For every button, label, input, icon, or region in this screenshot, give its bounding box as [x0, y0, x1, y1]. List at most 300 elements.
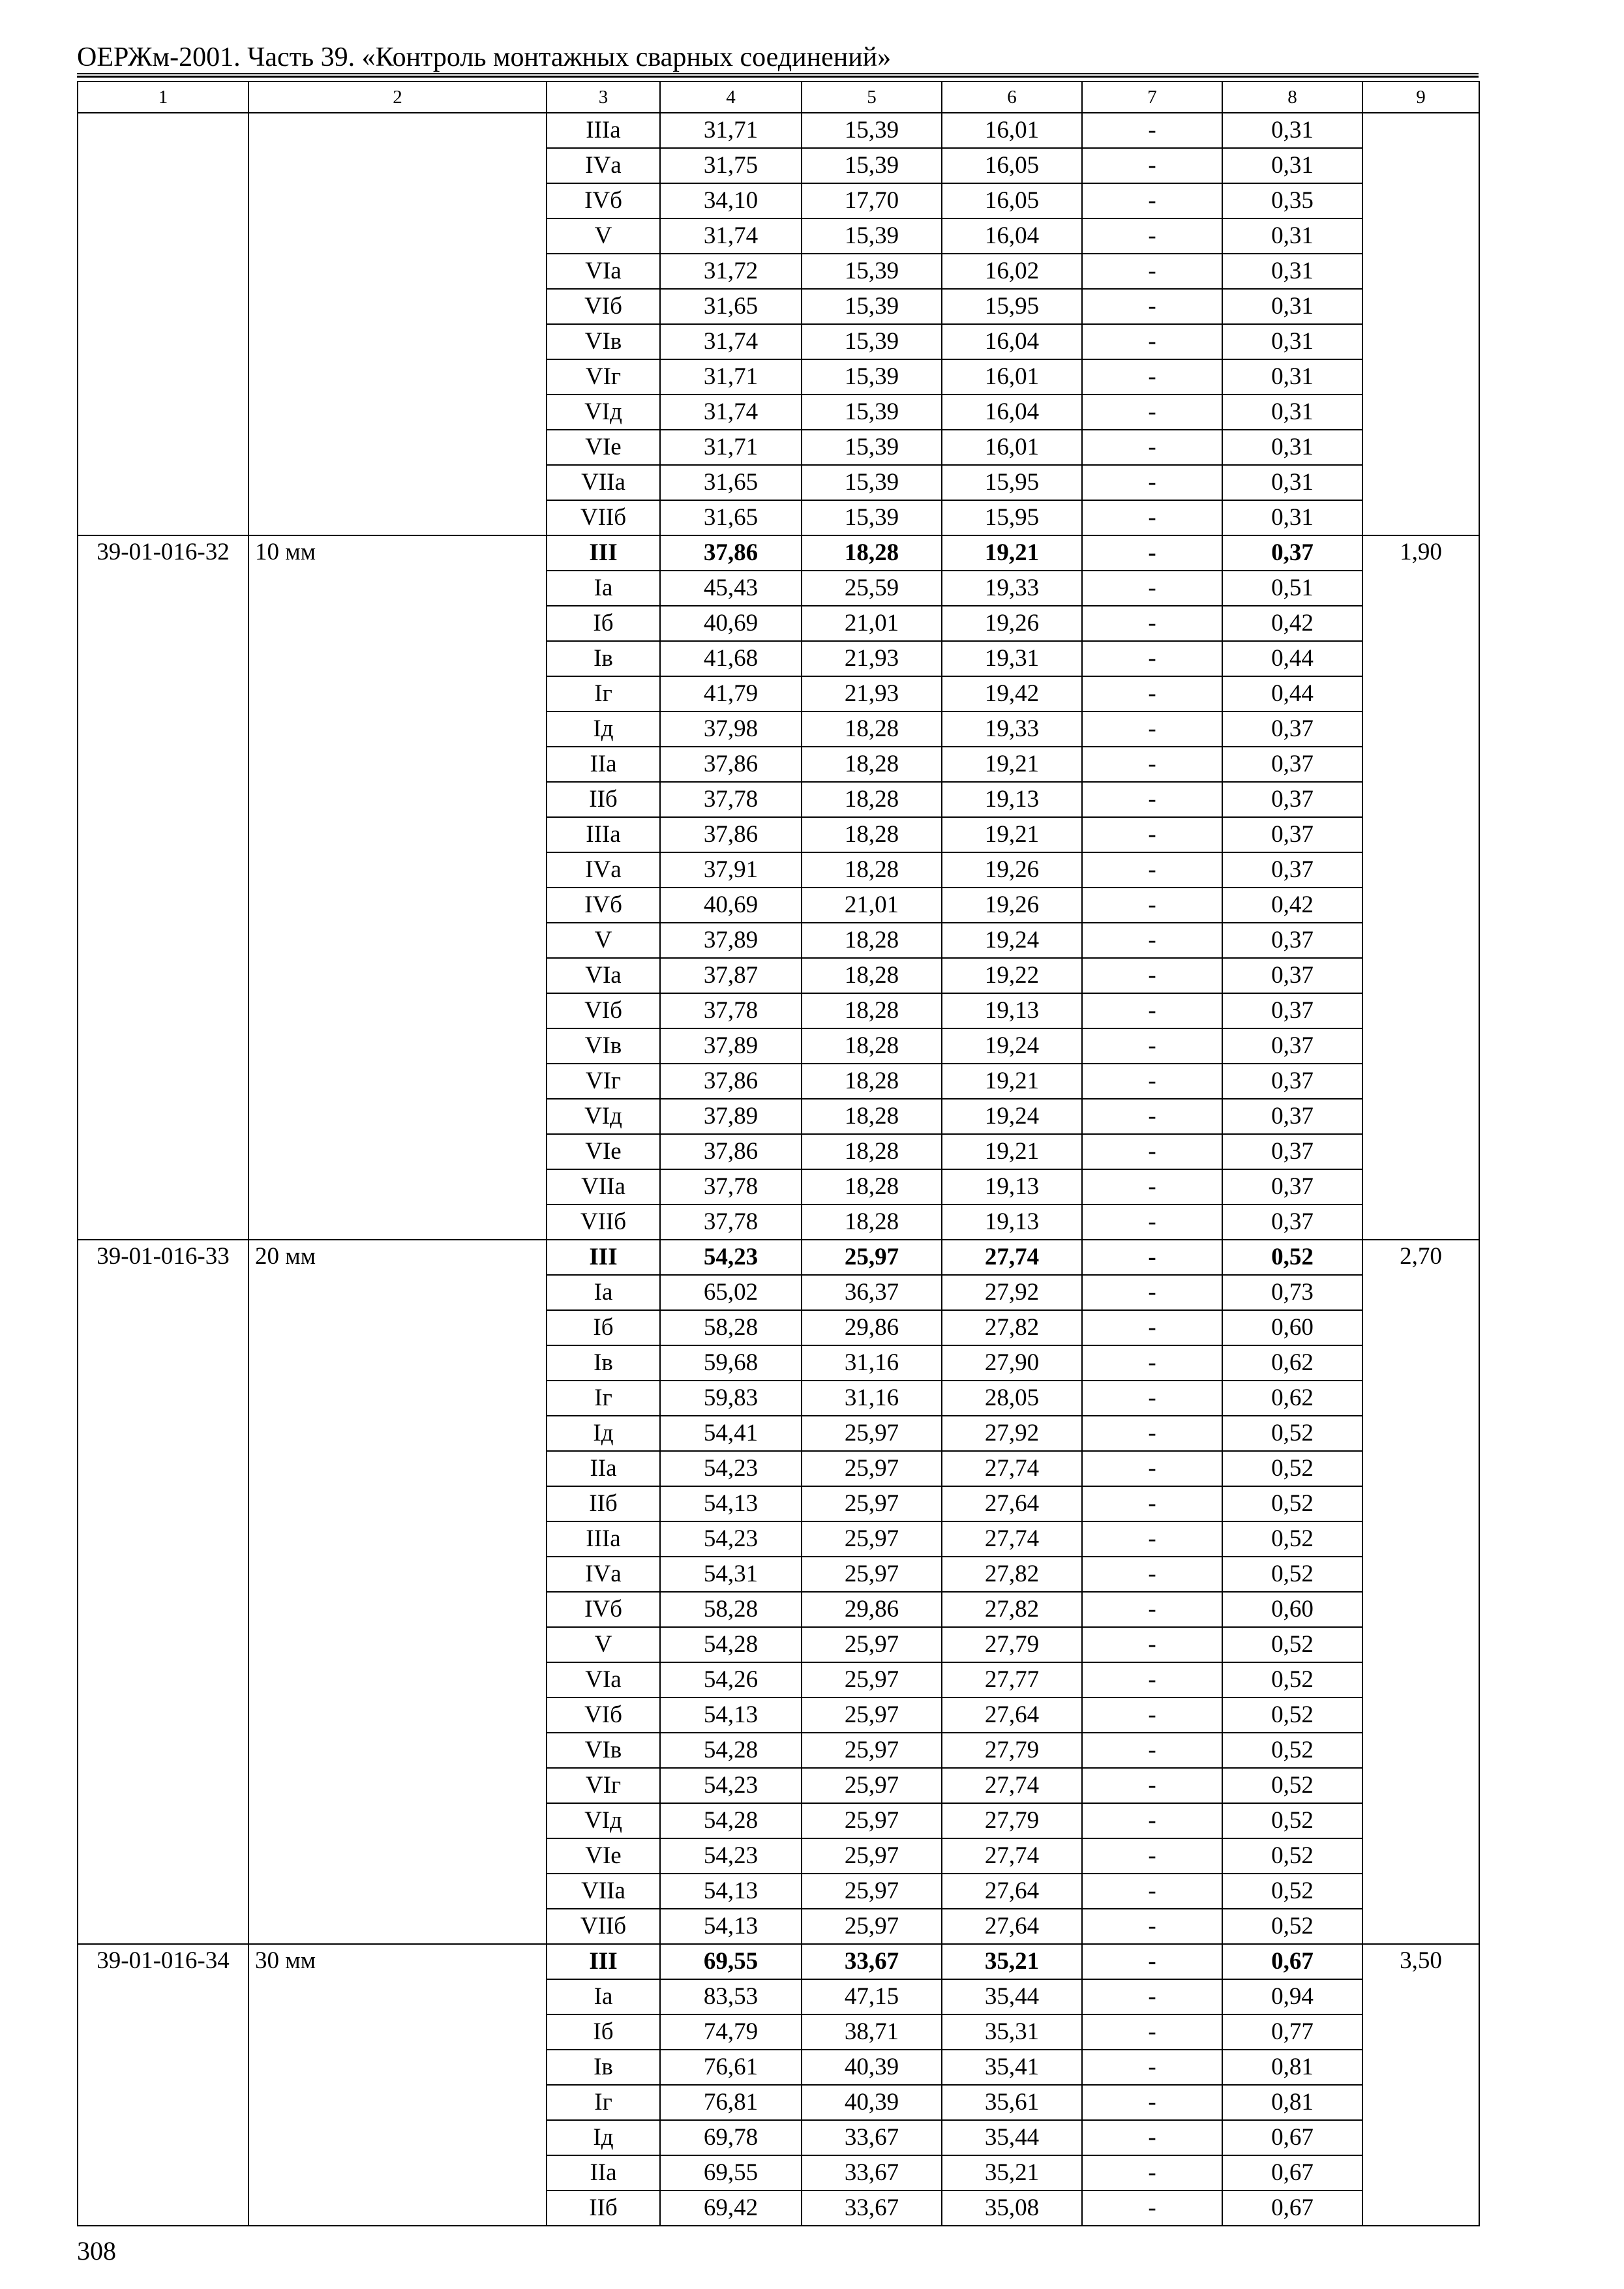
- machinist-pay-cell: -: [1082, 1838, 1222, 1874]
- materials-cell: 0,37: [1222, 993, 1362, 1028]
- machine-costs-cell: 19,21: [942, 535, 1082, 571]
- labor-pay-cell: 18,28: [802, 711, 942, 747]
- labor-pay-cell: 18,28: [802, 535, 942, 571]
- machinist-pay-cell: -: [1082, 2191, 1222, 2226]
- labor-hours-cell: 1,90: [1362, 535, 1479, 1240]
- materials-cell: 0,52: [1222, 1557, 1362, 1592]
- machine-costs-cell: 19,13: [942, 1169, 1082, 1204]
- direct-costs-cell: 31,65: [660, 500, 802, 535]
- direct-costs-cell: 74,79: [660, 2014, 802, 2050]
- zone-cell: VIIб: [547, 500, 660, 535]
- machine-costs-cell: 19,24: [942, 1099, 1082, 1134]
- machinist-pay-cell: -: [1082, 852, 1222, 888]
- zone-cell: IIб: [547, 1486, 660, 1521]
- machinist-pay-cell: -: [1082, 993, 1222, 1028]
- materials-cell: 0,67: [1222, 1944, 1362, 1979]
- zone-cell: IVб: [547, 183, 660, 218]
- materials-cell: 0,42: [1222, 606, 1362, 641]
- column-number-row: [78, 82, 1479, 113]
- labor-pay-cell: 21,93: [802, 641, 942, 676]
- machine-costs-cell: 19,24: [942, 923, 1082, 958]
- machine-costs-cell: 35,31: [942, 2014, 1082, 2050]
- machinist-pay-cell: -: [1082, 1768, 1222, 1803]
- materials-cell: 0,77: [1222, 2014, 1362, 2050]
- machinist-pay-cell: -: [1082, 324, 1222, 359]
- materials-cell: 0,31: [1222, 113, 1362, 148]
- zone-cell: IVб: [547, 888, 660, 923]
- direct-costs-cell: 54,23: [660, 1451, 802, 1486]
- labor-pay-cell: 25,97: [802, 1240, 942, 1275]
- labor-pay-cell: 18,28: [802, 817, 942, 852]
- materials-cell: 0,37: [1222, 852, 1362, 888]
- materials-cell: 0,81: [1222, 2050, 1362, 2085]
- column-number-8: 8: [1222, 82, 1362, 113]
- machinist-pay-cell: -: [1082, 1451, 1222, 1486]
- labor-pay-cell: 25,97: [802, 1698, 942, 1733]
- rate-code-cell: 39-01-016-33: [78, 1240, 248, 1944]
- materials-cell: 0,31: [1222, 359, 1362, 395]
- page-number: 308: [77, 2236, 116, 2266]
- machine-costs-cell: 27,74: [942, 1838, 1082, 1874]
- zone-cell: VIд: [547, 1099, 660, 1134]
- machinist-pay-cell: -: [1082, 1874, 1222, 1909]
- machinist-pay-cell: -: [1082, 395, 1222, 430]
- labor-pay-cell: 18,28: [802, 1099, 942, 1134]
- zone-cell: VIIа: [547, 465, 660, 500]
- machinist-pay-cell: -: [1082, 1416, 1222, 1451]
- machine-costs-cell: 16,04: [942, 395, 1082, 430]
- machine-costs-cell: 19,21: [942, 817, 1082, 852]
- materials-cell: 0,37: [1222, 1134, 1362, 1169]
- direct-costs-cell: 41,79: [660, 676, 802, 711]
- materials-cell: 0,31: [1222, 289, 1362, 324]
- direct-costs-cell: 83,53: [660, 1979, 802, 2014]
- materials-cell: 0,44: [1222, 676, 1362, 711]
- machine-costs-cell: 19,13: [942, 782, 1082, 817]
- zone-cell: V: [547, 218, 660, 254]
- materials-cell: 0,31: [1222, 254, 1362, 289]
- machine-costs-cell: 16,05: [942, 183, 1082, 218]
- machine-costs-cell: 19,33: [942, 711, 1082, 747]
- labor-pay-cell: 15,39: [802, 500, 942, 535]
- labor-hours-cell: 3,50: [1362, 1944, 1479, 2226]
- labor-pay-cell: 15,39: [802, 113, 942, 148]
- materials-cell: 0,37: [1222, 1028, 1362, 1064]
- zone-cell: Iг: [547, 676, 660, 711]
- direct-costs-cell: 54,23: [660, 1768, 802, 1803]
- direct-costs-cell: 65,02: [660, 1275, 802, 1310]
- machinist-pay-cell: -: [1082, 1733, 1222, 1768]
- machine-costs-cell: 27,74: [942, 1521, 1082, 1557]
- zone-cell: IIIа: [547, 113, 660, 148]
- labor-pay-cell: 25,97: [802, 1733, 942, 1768]
- name-cell: 20 мм: [248, 1240, 547, 1944]
- machinist-pay-cell: -: [1082, 888, 1222, 923]
- labor-pay-cell: 25,97: [802, 1768, 942, 1803]
- zone-cell: VIб: [547, 1698, 660, 1733]
- machinist-pay-cell: -: [1082, 1275, 1222, 1310]
- zone-cell: VIв: [547, 324, 660, 359]
- direct-costs-cell: 37,78: [660, 1204, 802, 1240]
- direct-costs-cell: 37,87: [660, 958, 802, 993]
- column-number-3: 3: [547, 82, 660, 113]
- labor-pay-cell: 25,97: [802, 1557, 942, 1592]
- machinist-pay-cell: -: [1082, 606, 1222, 641]
- materials-cell: 0,52: [1222, 1627, 1362, 1662]
- machine-costs-cell: 19,26: [942, 606, 1082, 641]
- table-row: [78, 1944, 1479, 1979]
- direct-costs-cell: 54,23: [660, 1838, 802, 1874]
- machine-costs-cell: 27,92: [942, 1416, 1082, 1451]
- machine-costs-cell: 27,77: [942, 1662, 1082, 1698]
- machine-costs-cell: 28,05: [942, 1381, 1082, 1416]
- zone-cell: VIб: [547, 289, 660, 324]
- zone-cell: Iд: [547, 1416, 660, 1451]
- materials-cell: 0,52: [1222, 1662, 1362, 1698]
- machinist-pay-cell: -: [1082, 2050, 1222, 2085]
- machinist-pay-cell: -: [1082, 183, 1222, 218]
- labor-pay-cell: 38,71: [802, 2014, 942, 2050]
- labor-pay-cell: 18,28: [802, 747, 942, 782]
- labor-pay-cell: 33,67: [802, 2155, 942, 2191]
- machinist-pay-cell: -: [1082, 1099, 1222, 1134]
- materials-cell: 0,31: [1222, 465, 1362, 500]
- zone-cell: IIа: [547, 1451, 660, 1486]
- labor-pay-cell: 18,28: [802, 958, 942, 993]
- direct-costs-cell: 37,86: [660, 817, 802, 852]
- rate-code-cell: 39-01-016-34: [78, 1944, 248, 2226]
- direct-costs-cell: 37,78: [660, 993, 802, 1028]
- labor-pay-cell: 15,39: [802, 289, 942, 324]
- labor-pay-cell: 18,28: [802, 782, 942, 817]
- header-rule-thin: [77, 73, 1479, 74]
- labor-pay-cell: 40,39: [802, 2085, 942, 2120]
- column-number-1: 1: [78, 82, 248, 113]
- materials-cell: 0,52: [1222, 1521, 1362, 1557]
- machinist-pay-cell: -: [1082, 1345, 1222, 1381]
- labor-pay-cell: 25,97: [802, 1627, 942, 1662]
- direct-costs-cell: 54,13: [660, 1909, 802, 1944]
- zone-cell: VIа: [547, 958, 660, 993]
- materials-cell: 0,52: [1222, 1909, 1362, 1944]
- labor-pay-cell: 47,15: [802, 1979, 942, 2014]
- zone-cell: V: [547, 923, 660, 958]
- labor-pay-cell: 18,28: [802, 1064, 942, 1099]
- machine-costs-cell: 27,64: [942, 1874, 1082, 1909]
- machinist-pay-cell: -: [1082, 1521, 1222, 1557]
- machinist-pay-cell: -: [1082, 1627, 1222, 1662]
- labor-pay-cell: 25,97: [802, 1521, 942, 1557]
- machine-costs-cell: 27,79: [942, 1803, 1082, 1838]
- machine-costs-cell: 27,79: [942, 1733, 1082, 1768]
- zone-cell: VIа: [547, 254, 660, 289]
- zone-cell: VIд: [547, 395, 660, 430]
- header-rule-thick: [77, 76, 1479, 78]
- direct-costs-cell: 45,43: [660, 571, 802, 606]
- materials-cell: 0,42: [1222, 888, 1362, 923]
- materials-cell: 0,31: [1222, 148, 1362, 183]
- machinist-pay-cell: -: [1082, 113, 1222, 148]
- zone-cell: IIIа: [547, 1521, 660, 1557]
- machinist-pay-cell: -: [1082, 1803, 1222, 1838]
- name-cell: 10 мм: [248, 535, 547, 1240]
- machinist-pay-cell: -: [1082, 289, 1222, 324]
- zone-cell: IIб: [547, 782, 660, 817]
- direct-costs-cell: 40,69: [660, 888, 802, 923]
- direct-costs-cell: 69,55: [660, 2155, 802, 2191]
- zone-cell: Iб: [547, 2014, 660, 2050]
- machinist-pay-cell: -: [1082, 254, 1222, 289]
- machinist-pay-cell: -: [1082, 500, 1222, 535]
- labor-pay-cell: 17,70: [802, 183, 942, 218]
- materials-cell: 0,67: [1222, 2155, 1362, 2191]
- machine-costs-cell: 16,01: [942, 359, 1082, 395]
- machinist-pay-cell: -: [1082, 782, 1222, 817]
- zone-cell: VIа: [547, 1662, 660, 1698]
- materials-cell: 0,52: [1222, 1768, 1362, 1803]
- direct-costs-cell: 58,28: [660, 1592, 802, 1627]
- machinist-pay-cell: -: [1082, 535, 1222, 571]
- materials-cell: 0,37: [1222, 711, 1362, 747]
- materials-cell: 0,37: [1222, 1099, 1362, 1134]
- materials-cell: 0,60: [1222, 1310, 1362, 1345]
- labor-pay-cell: 25,97: [802, 1662, 942, 1698]
- materials-cell: 0,31: [1222, 218, 1362, 254]
- machine-costs-cell: 19,13: [942, 1204, 1082, 1240]
- machine-costs-cell: 27,64: [942, 1698, 1082, 1733]
- materials-cell: 0,52: [1222, 1838, 1362, 1874]
- machine-costs-cell: 16,05: [942, 148, 1082, 183]
- machine-costs-cell: 19,22: [942, 958, 1082, 993]
- labor-pay-cell: 15,39: [802, 324, 942, 359]
- materials-cell: 0,37: [1222, 747, 1362, 782]
- labor-pay-cell: 25,97: [802, 1451, 942, 1486]
- machinist-pay-cell: -: [1082, 1486, 1222, 1521]
- zone-cell: VIе: [547, 430, 660, 465]
- zone-cell: Iа: [547, 571, 660, 606]
- materials-cell: 0,37: [1222, 1169, 1362, 1204]
- machine-costs-cell: 35,44: [942, 1979, 1082, 2014]
- direct-costs-cell: 37,89: [660, 923, 802, 958]
- materials-cell: 0,31: [1222, 430, 1362, 465]
- labor-pay-cell: 15,39: [802, 148, 942, 183]
- materials-cell: 0,52: [1222, 1733, 1362, 1768]
- labor-pay-cell: 15,39: [802, 218, 942, 254]
- zone-cell: VIг: [547, 1768, 660, 1803]
- direct-costs-cell: 54,23: [660, 1521, 802, 1557]
- materials-cell: 0,62: [1222, 1345, 1362, 1381]
- zone-cell: VIв: [547, 1028, 660, 1064]
- zone-cell: Iв: [547, 1345, 660, 1381]
- zone-cell: IVа: [547, 1557, 660, 1592]
- labor-pay-cell: 21,01: [802, 606, 942, 641]
- machine-costs-cell: 19,26: [942, 852, 1082, 888]
- machinist-pay-cell: -: [1082, 1064, 1222, 1099]
- machinist-pay-cell: -: [1082, 571, 1222, 606]
- materials-cell: 0,52: [1222, 1698, 1362, 1733]
- materials-cell: 0,52: [1222, 1803, 1362, 1838]
- direct-costs-cell: 41,68: [660, 641, 802, 676]
- zone-cell: IVб: [547, 1592, 660, 1627]
- materials-cell: 0,51: [1222, 571, 1362, 606]
- zone-cell: Iд: [547, 2120, 660, 2155]
- materials-cell: 0,67: [1222, 2120, 1362, 2155]
- materials-cell: 0,94: [1222, 1979, 1362, 2014]
- table-row: [78, 1240, 1479, 1275]
- machine-costs-cell: 27,64: [942, 1909, 1082, 1944]
- direct-costs-cell: 59,68: [660, 1345, 802, 1381]
- direct-costs-cell: 37,86: [660, 535, 802, 571]
- zone-cell: Iб: [547, 606, 660, 641]
- machine-costs-cell: 16,01: [942, 430, 1082, 465]
- machine-costs-cell: 16,01: [942, 113, 1082, 148]
- zone-cell: Iд: [547, 711, 660, 747]
- labor-pay-cell: 36,37: [802, 1275, 942, 1310]
- labor-pay-cell: 18,28: [802, 1169, 942, 1204]
- direct-costs-cell: 37,86: [660, 1134, 802, 1169]
- machine-costs-cell: 27,82: [942, 1557, 1082, 1592]
- machine-costs-cell: 27,74: [942, 1240, 1082, 1275]
- machinist-pay-cell: -: [1082, 148, 1222, 183]
- zone-cell: VIб: [547, 993, 660, 1028]
- labor-pay-cell: 18,28: [802, 923, 942, 958]
- materials-cell: 0,52: [1222, 1451, 1362, 1486]
- table-body: [78, 113, 1479, 2226]
- machine-costs-cell: 16,04: [942, 218, 1082, 254]
- table-row: [78, 113, 1479, 148]
- machine-costs-cell: 27,79: [942, 1627, 1082, 1662]
- direct-costs-cell: 37,91: [660, 852, 802, 888]
- zone-cell: IIа: [547, 2155, 660, 2191]
- zone-cell: Iб: [547, 1310, 660, 1345]
- labor-pay-cell: 15,39: [802, 395, 942, 430]
- direct-costs-cell: 31,74: [660, 218, 802, 254]
- machine-costs-cell: 15,95: [942, 500, 1082, 535]
- materials-cell: 0,37: [1222, 535, 1362, 571]
- column-number-2: 2: [248, 82, 547, 113]
- labor-pay-cell: 25,97: [802, 1416, 942, 1451]
- machinist-pay-cell: -: [1082, 1662, 1222, 1698]
- machinist-pay-cell: -: [1082, 1557, 1222, 1592]
- machinist-pay-cell: -: [1082, 1381, 1222, 1416]
- labor-pay-cell: 18,28: [802, 1028, 942, 1064]
- direct-costs-cell: 31,74: [660, 395, 802, 430]
- materials-cell: 0,60: [1222, 1592, 1362, 1627]
- machinist-pay-cell: -: [1082, 676, 1222, 711]
- zone-cell: IIIа: [547, 817, 660, 852]
- labor-pay-cell: 25,59: [802, 571, 942, 606]
- materials-cell: 0,52: [1222, 1874, 1362, 1909]
- direct-costs-cell: 54,41: [660, 1416, 802, 1451]
- machine-costs-cell: 19,21: [942, 747, 1082, 782]
- machine-costs-cell: 19,21: [942, 1064, 1082, 1099]
- machinist-pay-cell: -: [1082, 1134, 1222, 1169]
- materials-cell: 0,52: [1222, 1486, 1362, 1521]
- zone-cell: VIв: [547, 1733, 660, 1768]
- machine-costs-cell: 19,21: [942, 1134, 1082, 1169]
- materials-cell: 0,37: [1222, 923, 1362, 958]
- direct-costs-cell: 37,98: [660, 711, 802, 747]
- labor-pay-cell: 33,67: [802, 2120, 942, 2155]
- direct-costs-cell: 31,71: [660, 113, 802, 148]
- machinist-pay-cell: -: [1082, 1592, 1222, 1627]
- materials-cell: 0,62: [1222, 1381, 1362, 1416]
- zone-cell: VIIб: [547, 1204, 660, 1240]
- labor-pay-cell: 25,97: [802, 1909, 942, 1944]
- direct-costs-cell: 54,13: [660, 1486, 802, 1521]
- materials-cell: 0,31: [1222, 500, 1362, 535]
- column-number-6: 6: [942, 82, 1082, 113]
- machine-costs-cell: 19,13: [942, 993, 1082, 1028]
- machine-costs-cell: 27,90: [942, 1345, 1082, 1381]
- labor-pay-cell: 25,97: [802, 1874, 942, 1909]
- materials-cell: 0,52: [1222, 1416, 1362, 1451]
- machinist-pay-cell: -: [1082, 1204, 1222, 1240]
- machine-costs-cell: 35,44: [942, 2120, 1082, 2155]
- machinist-pay-cell: -: [1082, 1240, 1222, 1275]
- zone-cell: VIIа: [547, 1874, 660, 1909]
- rate-code-cell: 39-01-016-32: [78, 535, 248, 1240]
- machinist-pay-cell: -: [1082, 1310, 1222, 1345]
- labor-pay-cell: 15,39: [802, 359, 942, 395]
- name-cell: [248, 113, 547, 535]
- zone-cell: IIб: [547, 2191, 660, 2226]
- direct-costs-cell: 31,72: [660, 254, 802, 289]
- direct-costs-cell: 54,28: [660, 1627, 802, 1662]
- machine-costs-cell: 27,82: [942, 1310, 1082, 1345]
- labor-pay-cell: 25,97: [802, 1838, 942, 1874]
- labor-hours-cell: [1362, 113, 1479, 535]
- machine-costs-cell: 19,33: [942, 571, 1082, 606]
- column-number-7: 7: [1082, 82, 1222, 113]
- machinist-pay-cell: -: [1082, 2120, 1222, 2155]
- machinist-pay-cell: -: [1082, 641, 1222, 676]
- direct-costs-cell: 54,13: [660, 1698, 802, 1733]
- machinist-pay-cell: -: [1082, 817, 1222, 852]
- materials-cell: 0,37: [1222, 782, 1362, 817]
- machinist-pay-cell: -: [1082, 359, 1222, 395]
- labor-pay-cell: 18,28: [802, 993, 942, 1028]
- machine-costs-cell: 35,21: [942, 1944, 1082, 1979]
- direct-costs-cell: 69,78: [660, 2120, 802, 2155]
- materials-cell: 0,31: [1222, 324, 1362, 359]
- direct-costs-cell: 31,71: [660, 430, 802, 465]
- direct-costs-cell: 37,89: [660, 1099, 802, 1134]
- machine-costs-cell: 35,21: [942, 2155, 1082, 2191]
- machine-costs-cell: 27,74: [942, 1768, 1082, 1803]
- machine-costs-cell: 16,02: [942, 254, 1082, 289]
- machine-costs-cell: 35,08: [942, 2191, 1082, 2226]
- column-number-5: 5: [802, 82, 942, 113]
- labor-pay-cell: 21,93: [802, 676, 942, 711]
- machine-costs-cell: 19,31: [942, 641, 1082, 676]
- machine-costs-cell: 27,64: [942, 1486, 1082, 1521]
- direct-costs-cell: 58,28: [660, 1310, 802, 1345]
- zone-cell: VIг: [547, 1064, 660, 1099]
- name-cell: 30 мм: [248, 1944, 547, 2226]
- materials-cell: 0,37: [1222, 817, 1362, 852]
- materials-cell: 0,81: [1222, 2085, 1362, 2120]
- zone-cell: Iг: [547, 1381, 660, 1416]
- labor-pay-cell: 31,16: [802, 1381, 942, 1416]
- machinist-pay-cell: -: [1082, 1909, 1222, 1944]
- rates-table: [77, 81, 1480, 2226]
- labor-pay-cell: 29,86: [802, 1592, 942, 1627]
- machinist-pay-cell: -: [1082, 711, 1222, 747]
- labor-pay-cell: 25,97: [802, 1803, 942, 1838]
- zone-cell: V: [547, 1627, 660, 1662]
- direct-costs-cell: 54,28: [660, 1803, 802, 1838]
